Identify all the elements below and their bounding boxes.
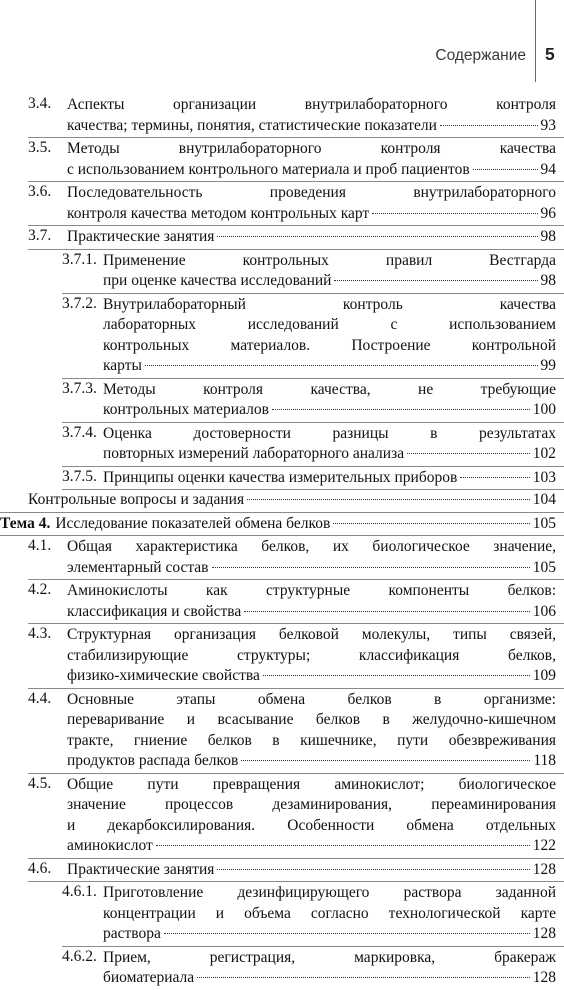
toc-entry-title [55, 514, 556, 535]
toc-entry-line: Методы внутрилабораторного контроля качества [67, 140, 556, 157]
toc-entry-number: 3.7.3. [62, 379, 97, 397]
toc-entry-line: при оценке качества исследований [103, 272, 332, 289]
toc-entry-number: 4.6.2. [62, 947, 97, 965]
toc-entry-line: продуктов распада белков [67, 752, 239, 769]
toc-entry-title [62, 251, 556, 292]
toc-entry-line: Оценка достоверности разницы в результатах [103, 424, 556, 442]
toc-entry-number: 4.3. [28, 625, 52, 642]
toc-entry-title [28, 139, 556, 180]
toc-entry-line: Аспекты организации внутрилабораторного контроля [67, 96, 556, 113]
toc-entry-title [28, 581, 556, 622]
toc-page-number: 102 [532, 445, 556, 462]
toc-entry-line: Исследование показателей обмена белков [55, 514, 331, 532]
toc-entry[interactable] [28, 689, 564, 774]
dot-leader [473, 169, 538, 170]
toc-entry-line: элементарный состав [67, 558, 209, 576]
toc-entry-line: Последовательность проведения внутрилабораторного [67, 184, 556, 201]
toc-entry[interactable] [28, 774, 564, 859]
toc-entry-line: стабилизирующие структуры; классификация белков, [67, 646, 556, 664]
toc-entry-line: раствора [103, 925, 161, 942]
toc-entry-number: Тема 4. [0, 514, 51, 532]
toc-page-number: 104 [532, 491, 556, 508]
toc-page-number: 93 [540, 116, 556, 134]
toc-entry-number: 4.5. [28, 774, 52, 792]
toc-entry-line: контрольных материалов. Построение контрольной [103, 336, 556, 354]
toc-entry-line: тракте, гниение белков в кишечнике, пути обезвреживания [67, 731, 556, 749]
toc-entry-title [62, 883, 556, 945]
toc-entry-last-line [67, 227, 556, 248]
toc-entry-line: контрольных материалов [103, 401, 269, 418]
toc-entry-line: Общая характеристика белков, их биологическое значение, [67, 538, 556, 555]
dot-leader [217, 869, 529, 870]
toc-entry-last-line [55, 514, 556, 535]
toc-entry-last-line [103, 924, 556, 945]
dot-leader [333, 523, 529, 524]
toc-entry-number: 3.4. [28, 95, 52, 112]
toc-entry[interactable] [28, 859, 564, 883]
toc-page-number: 128 [532, 860, 556, 878]
toc-entry-last-line [67, 116, 556, 137]
toc-entry-number: 3.7.1. [62, 250, 97, 268]
toc-entry-last-line [28, 490, 556, 511]
toc-entry[interactable] [28, 624, 564, 689]
dot-leader [164, 933, 530, 934]
toc-entry[interactable] [28, 138, 564, 182]
toc-entry-line: классификация и свойства [67, 602, 242, 620]
toc-entry-last-line [103, 356, 556, 377]
toc-entry-line: Структурная организация белковой молекулы, типы связей, [67, 626, 556, 643]
toc-entry-last-line [67, 558, 556, 579]
running-header-title: Содержание [435, 47, 526, 64]
toc-entry-number: 4.6.1. [62, 883, 97, 900]
toc-entry-line: Основные этапы обмена белков в организме: [67, 690, 556, 708]
toc-entry-line: Принципы оценки качества измерительных приборов [103, 468, 458, 486]
toc-entry-line: с использованием контрольного материала и проб пациентов [67, 160, 470, 178]
toc-entry-number: 4.6. [28, 859, 52, 877]
toc-entry-title [28, 490, 556, 511]
dot-leader [244, 611, 529, 612]
toc-entry-line: Аминокислоты как структурные компоненты белков: [67, 582, 556, 599]
toc-entry-number: 3.7. [28, 227, 52, 244]
toc-entry-line: Приготовление дезинфицирующего раствора заданной [103, 884, 556, 901]
toc-entry-title [28, 625, 556, 687]
dot-leader [372, 213, 537, 214]
dot-leader [460, 477, 529, 478]
toc-entry-title [28, 775, 556, 857]
toc-entry-line: Внутрилабораторный контроль качества [103, 295, 556, 313]
toc-entry-number: 3.6. [28, 183, 52, 200]
toc-entry-line: лабораторных исследований с использованием [103, 316, 556, 333]
toc-entry-last-line [103, 968, 556, 989]
dot-leader [212, 567, 530, 568]
toc-entry-line: значение процессов дезаминирования, переаминирования [67, 796, 556, 813]
toc-entry[interactable] [28, 536, 564, 580]
running-header [0, 36, 564, 76]
toc-entry[interactable] [0, 513, 564, 537]
toc-entry[interactable] [62, 467, 564, 491]
toc-entry-line: Общие пути превращения аминокислот; биологическое [67, 775, 556, 793]
dot-leader [334, 280, 537, 281]
dot-leader [247, 499, 530, 500]
toc-entry[interactable] [28, 94, 564, 138]
toc-entry-last-line [103, 468, 556, 489]
toc-entry[interactable] [62, 250, 564, 294]
toc-entry-last-line [103, 444, 556, 465]
dot-leader [197, 977, 530, 978]
toc-page-number: 109 [532, 667, 556, 684]
toc-entry-number: 3.7.4. [62, 423, 97, 441]
toc-entry[interactable] [62, 882, 564, 947]
toc-page-number: 103 [532, 468, 556, 486]
toc-entry-title [28, 860, 556, 881]
toc-entry[interactable] [28, 226, 564, 250]
toc-entry-line: концентрации и объема согласно технологической карте [103, 904, 556, 922]
dot-leader [407, 453, 530, 454]
toc-entry-last-line [67, 666, 556, 687]
toc-page-number: 118 [533, 752, 556, 769]
toc-entry[interactable] [62, 423, 564, 467]
toc-entry-number: 3.7.2. [62, 294, 97, 312]
toc-entry-last-line [67, 751, 556, 772]
toc-entry-line: физико-химические свойства [67, 667, 260, 684]
toc-entry-line: Практические занятия [67, 228, 215, 245]
toc-entry-line: аминокислот [67, 837, 153, 854]
toc-entry-last-line [67, 160, 556, 181]
toc-entry-number: 4.2. [28, 581, 52, 598]
table-of-contents [0, 94, 564, 990]
toc-entry-line: Применение контрольных правил Вестгарда [103, 251, 556, 269]
dot-leader [156, 845, 530, 846]
toc-entry-title [62, 424, 556, 465]
toc-entry-number: 3.5. [28, 139, 52, 156]
toc-entry-line: Прием, регистрация, маркировка, бракераж [103, 948, 556, 966]
dot-leader [272, 409, 530, 410]
toc-page-number: 98 [540, 228, 556, 245]
toc-entry-title [28, 95, 556, 136]
toc-entry[interactable] [0, 490, 564, 513]
toc-entry-last-line [67, 836, 556, 857]
toc-entry-last-line [67, 602, 556, 623]
toc-entry-title [62, 380, 556, 421]
toc-page-number: 100 [532, 401, 556, 418]
toc-entry-line: повторных измерений лабораторного анализа [103, 445, 405, 462]
toc-entry-title [28, 227, 556, 248]
toc-entry-line: переваривание и всасывание белков в желудочно-кишечном [67, 711, 556, 728]
toc-entry-last-line [103, 400, 556, 421]
toc-entry[interactable] [62, 379, 564, 423]
toc-page-number: 94 [540, 160, 556, 178]
toc-entry-last-line [103, 271, 556, 292]
toc-entry-title [28, 537, 556, 578]
toc-page-number: 128 [532, 969, 556, 986]
toc-entry-line: карты [103, 357, 142, 374]
toc-entry[interactable] [28, 580, 564, 624]
toc-entry-title [28, 690, 556, 772]
toc-entry-line: Контрольные вопросы и задания [28, 491, 245, 508]
toc-entry-line: биоматериала [103, 969, 195, 986]
toc-entry-title [62, 295, 556, 377]
toc-entry[interactable] [28, 182, 564, 226]
toc-page-number: 106 [532, 602, 556, 620]
toc-entry-number: 4.4. [28, 689, 52, 707]
toc-entry-line: Практические занятия [67, 860, 215, 878]
toc-page-number: 96 [540, 204, 556, 222]
header-divider [535, 0, 536, 82]
toc-entry-last-line [67, 204, 556, 225]
toc-page-number: 105 [532, 514, 556, 532]
toc-entry-last-line [67, 860, 556, 881]
toc-entry-line: и декарбоксилирования. Особенности обмена отдельных [67, 816, 556, 834]
toc-entry-line: контроля качества методом контрольных карт [67, 204, 370, 222]
toc-entry-number: 4.1. [28, 537, 52, 554]
dot-leader [145, 365, 538, 366]
toc-page-number: 99 [540, 357, 556, 374]
dot-leader [263, 675, 530, 676]
toc-page-number: 128 [532, 925, 556, 942]
toc-entry[interactable] [62, 947, 564, 990]
dot-leader [440, 125, 538, 126]
toc-entry[interactable] [62, 294, 564, 379]
toc-entry-number: 3.7.5. [62, 467, 97, 485]
toc-entry-title [28, 183, 556, 224]
toc-entry-title [62, 468, 556, 489]
page-number: 5 [545, 44, 555, 64]
toc-entry-title [62, 948, 556, 989]
dot-leader [241, 760, 530, 761]
dot-leader [217, 236, 537, 237]
toc-page-number: 105 [532, 558, 556, 576]
toc-page-number: 98 [540, 272, 556, 289]
toc-page-number: 122 [532, 837, 556, 854]
toc-entry-line: Методы контроля качества, не требующие [103, 380, 556, 398]
toc-entry-line: качества; термины, понятия, статистические показатели [67, 116, 437, 134]
